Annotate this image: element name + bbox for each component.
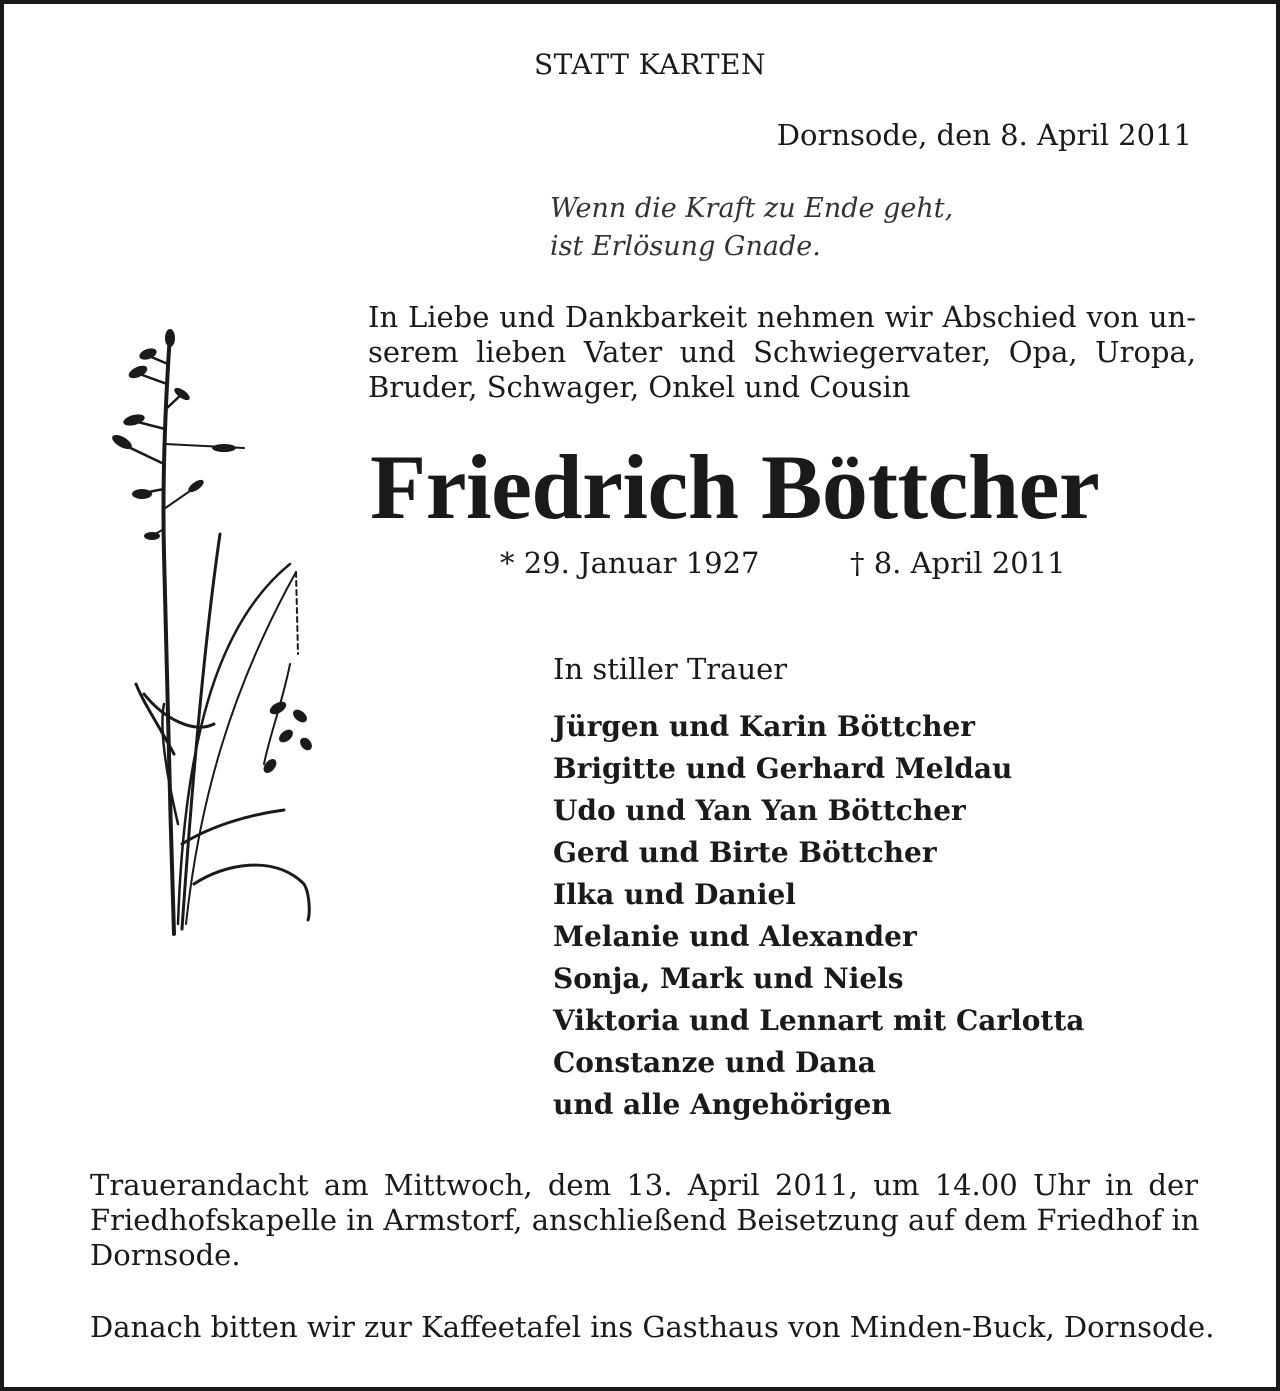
intro-line-2: serem lieben Vater und Schwiegervater, Opa, Uropa, <box>368 335 1196 369</box>
mourner-item: Brigitte und Gerhard Meldau <box>553 752 1013 785</box>
service-line-1: Trauerandacht am Mittwoch, dem 13. April 2011, um 14.00 Uhr in der <box>90 1168 1198 1202</box>
mourner-item: Viktoria und Lennart mit Carlotta <box>553 1004 1085 1037</box>
quote-line-2: ist Erlösung Gnade. <box>550 231 821 262</box>
mourning-label: In stiller Trauer <box>553 652 788 686</box>
mourner-item: Jürgen und Karin Böttcher <box>553 710 976 743</box>
intro-line-3: Bruder, Schwager, Onkel und Cousin <box>368 370 911 404</box>
quote-line-1: Wenn die Kraft zu Ende geht, <box>550 193 954 224</box>
death-date: † 8. April 2011 <box>850 546 1066 580</box>
closing-text: Danach bitten wir zur Kaffeetafel ins Gasthaus von Minden-Buck, Dornsode. <box>90 1310 1215 1344</box>
birth-date: * 29. Januar 1927 <box>500 546 760 580</box>
mourner-item: Udo und Yan Yan Böttcher <box>553 794 966 827</box>
mourner-item: Sonja, Mark und Niels <box>553 962 904 995</box>
deceased-name: Friedrich Böttcher <box>370 436 1100 538</box>
grass-illustration <box>104 324 324 944</box>
service-line-2: Friedhofskapelle in Armstorf, anschließend Beisetzung auf dem Friedhof in <box>90 1203 1200 1237</box>
mourner-item: Melanie und Alexander <box>553 920 917 953</box>
dateline: Dornsode, den 8. April 2011 <box>776 118 1192 152</box>
intro-line-1: In Liebe und Dankbarkeit nehmen wir Abschied von un- <box>368 300 1196 334</box>
quote <box>550 190 953 266</box>
header-statt-karten: STATT KARTEN <box>534 48 766 81</box>
service-line-3: Dornsode. <box>90 1238 241 1272</box>
mourner-item: Ilka und Daniel <box>553 878 796 911</box>
service-info <box>90 1168 1198 1273</box>
mourner-item: und alle Angehörigen <box>553 1088 892 1121</box>
mourners-list <box>553 706 1084 1126</box>
mourner-item: Gerd und Birte Böttcher <box>553 836 937 869</box>
mourner-item: Constanze und Dana <box>553 1046 876 1079</box>
intro-text <box>368 300 1196 405</box>
